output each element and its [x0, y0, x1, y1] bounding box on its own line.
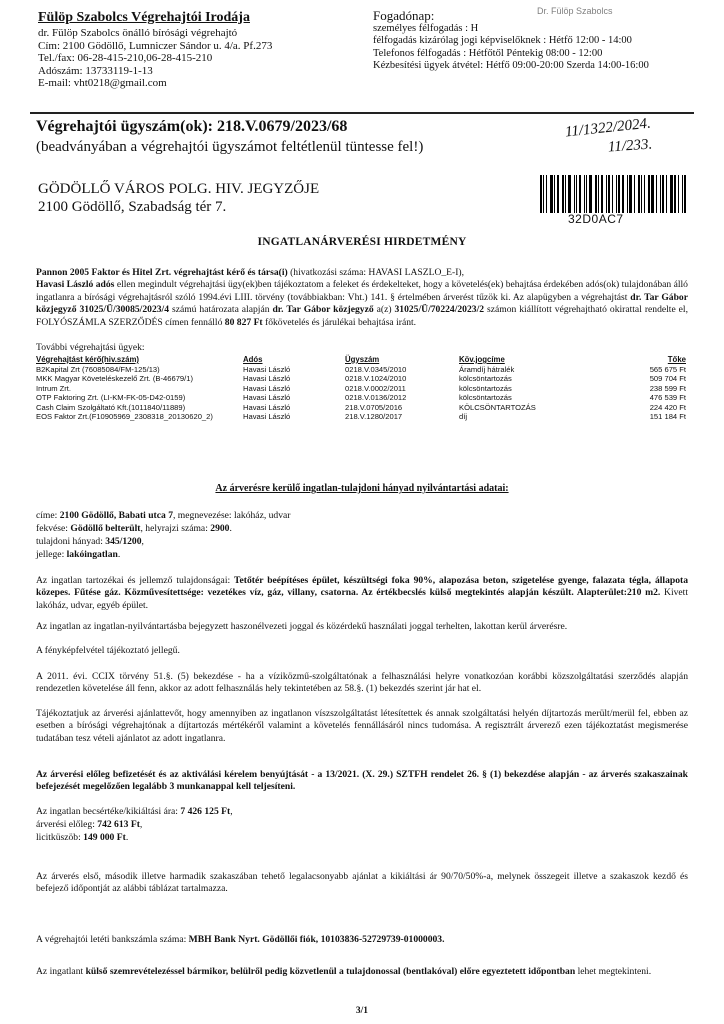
barcode-bar — [634, 175, 635, 213]
lot-number: 2900 — [210, 523, 230, 534]
property-location: Gödöllő belterült — [70, 523, 141, 534]
cell-legal-basis: kölcsöntartozás — [459, 393, 512, 403]
handwritten-registration-number: 11/1322/2024. — [564, 115, 652, 141]
barcode-bar — [598, 175, 599, 213]
reception-line: Telefonos félfogadás : Hétfőtől Péntekig 08:00 - 12:00 — [373, 47, 603, 59]
barcode-bar — [557, 175, 559, 213]
barcode-bar — [666, 175, 667, 213]
cell-debtor: Havasi László — [243, 412, 291, 422]
intro-ref: (hivatkozási száma: HAVASI LASZLO_E-I), — [287, 267, 465, 278]
property-address-line — [36, 510, 290, 523]
barcode-bar — [601, 175, 603, 213]
cell-legal-basis: kölcsöntartozás — [459, 374, 512, 384]
barcode-bar — [589, 175, 592, 213]
bid-step-line: licitküszöb: 149 000 Ft. — [36, 832, 129, 843]
features-paragraph — [36, 575, 688, 612]
cell-case-number: 218.V.0705/2016 — [345, 402, 403, 412]
barcode-text: 32D0AC7 — [568, 212, 624, 226]
header-divider — [30, 112, 694, 114]
recipient-name: GÖDÖLLŐ VÁROS POLG. HIV. JEGYZŐJE — [38, 181, 320, 197]
intro-text: ellen megindult végrehajtási ügy(ek)ben tájékoztatom a feleket és érdekelteket, hogy a követelés(ek) behajtása érdekében adós(ok) tulajdonában álló ingatlanra a bírósági végrehajtásról szóló 1994.évi LIII. törvény (továbbiakban: Vht.) 141. § értelmében árverést tűzök ki. Az alapügyben a végrehajtást — [36, 279, 688, 303]
intro-text: a(z) — [373, 304, 395, 316]
column-header: Adós — [243, 355, 263, 364]
barcode-bar — [574, 175, 575, 213]
cell-principal: 238 599 Ft — [649, 383, 686, 393]
barcode-bar — [644, 175, 645, 213]
barcode-bar — [616, 175, 617, 213]
label: Az ingatlan becsértéke/kikiáltási ára: — [36, 806, 181, 817]
case-number: Végrehajtói ügyszám(ok): 218.V.0679/2023/68 — [36, 118, 348, 135]
barcode-bar — [579, 175, 581, 213]
office-title: Fülöp Szabolcs Végrehajtói Irodája — [38, 10, 250, 25]
label: A végrehajtói letéti bankszámla száma: — [36, 934, 189, 945]
cell-case-number: 218.V.1280/2017 — [345, 412, 403, 422]
notary-name: dr. Tar Gábor közjegyző — [272, 304, 374, 316]
creditor-name: Pannon 2005 Faktor és Hitel Zrt. végrehajtást kérő és társa(i) — [36, 267, 288, 278]
barcode-bar — [678, 175, 679, 213]
property-share-line: tulajdoni hányad: 345/1200, — [36, 536, 144, 547]
intro-text: főkövetelés és járulékai behajtása iránt. — [262, 316, 417, 328]
valuation-amount: 7 426 125 Ft — [180, 806, 231, 817]
other-cases-heading: További végrehajtási ügyek: — [36, 342, 145, 353]
cell-principal: 509 704 Ft — [649, 374, 686, 384]
cell-creditor: Cash Claim Szolgáltató Kft.(1011840/11889) — [36, 402, 186, 412]
handwritten-registration-sub: 11/233. — [607, 136, 653, 156]
cell-creditor: B2Kapital Zrt (76085084/FM-125/13) — [36, 365, 160, 374]
reception-title: Fogadónap: — [373, 8, 435, 23]
table-row — [36, 403, 688, 412]
viewing-paragraph — [36, 966, 688, 978]
bank-account-line — [36, 934, 445, 947]
received-stamp: Dr. Fülöp Szabolcs — [537, 6, 613, 16]
cell-creditor: MKK Magyar Követeléskezelő Zrt. (B-46679/1) — [36, 374, 194, 384]
barcode-bar — [641, 175, 642, 213]
barcode-bar — [656, 175, 657, 213]
debtor-name: Havasi László adós — [36, 279, 115, 291]
label: Az ingatlant — [36, 966, 86, 977]
office-line: Adószám: 13733119-1-13 — [38, 64, 153, 77]
barcode-bar — [554, 175, 555, 213]
barcode-bar — [584, 175, 585, 213]
viewing-conditions: külső szemrevételezéssel bármikor, belülről pedig közvetlenül a tulajdonossal (bentlakóval) előre egyeztetett időpontban — [85, 966, 576, 977]
document-title: INGATLANÁRVERÉSI HIRDETMÉNY — [257, 236, 467, 248]
office-contact-block — [38, 27, 272, 90]
cell-debtor: Havasi László — [243, 374, 291, 384]
label: Az ingatlan tartozékai és jellemző tulajdonságai: — [36, 575, 235, 586]
bank-account: MBH Bank Nyrt. Gödöllői fiók, 10103836-52729739-01000003. — [188, 934, 445, 945]
table-row — [36, 365, 688, 374]
property-designation: , megnevezése: lakóház, udvar — [173, 510, 291, 521]
property-nature-line: jellege: lakóingatlan. — [36, 549, 121, 560]
cell-creditor: Intrum Zrt. — [36, 383, 72, 393]
label: címe: — [36, 510, 60, 521]
barcode-bar — [550, 175, 553, 213]
property-location-line: fekvése: Gödöllő belterült, helyrajzi száma: 2900. — [36, 523, 232, 534]
encumbrance-paragraph: Az ingatlan az ingatlan-nyilvántartásba bejegyzett haszonélvezeti joggal és közérdekű használati joggal terhelten, lakottan kerül árverésre. — [36, 621, 568, 632]
cell-case-number: 0218.V.1024/2010 — [345, 374, 407, 384]
barcode-bar — [622, 175, 624, 213]
notary-document-number: 31025/Ü/70224/2023/2 — [394, 304, 485, 316]
cell-debtor: Havasi László — [243, 393, 291, 403]
barcode-bar — [546, 175, 547, 213]
column-header: Tőke — [667, 355, 686, 364]
label: fekvése: — [36, 523, 71, 534]
cell-creditor: EOS Faktor Zrt.(F10905969_2308318_20130620_2) — [36, 412, 213, 422]
table-row — [36, 374, 688, 383]
barcode-bar — [627, 175, 628, 213]
barcode-bar — [684, 175, 686, 213]
office-line: Cím: 2100 Gödöllő, Lumniczer Sándor u. 4/a. Pf.273 — [38, 39, 273, 52]
bid-step-amount: 149 000 Ft — [83, 832, 126, 843]
other-cases-table — [36, 355, 688, 421]
barcode-bar — [565, 175, 566, 213]
barcode-bar — [612, 175, 613, 213]
office-line: dr. Fülöp Szabolcs önálló bírósági végrehajtó — [38, 27, 238, 39]
property-address: 2100 Gödöllő, Babati utca 7 — [59, 510, 173, 521]
info-paragraph: Tájékoztatjuk az árverési ajánlattevőt, hogy amennyiben az ingatlanon víszszolgáltatást létesítettek és annak szolgáltatási helyén díjtartozás merült/merül fel, ebben az esetben a bírósági végrehajtónak a díjtartozás mértékéről valamint a követelés fennállásáról nincs tudomása. A regisztrált árverező ezen tájékoztatást megismerése tudatában tesz vételi ajánlatot az adott ingatlanra. — [36, 708, 688, 744]
cell-principal: 565 675 Ft — [649, 365, 686, 374]
page-number: 3/1 — [355, 1006, 369, 1016]
barcode-bar — [540, 175, 542, 213]
intro-paragraph — [36, 267, 688, 329]
deposit-line: árverési előleg: 742 613 Ft, — [36, 819, 143, 830]
cell-case-number: 0218.V.0002/2011 — [345, 383, 406, 393]
reception-line: személyes félfogadás : H — [373, 22, 479, 34]
intro-text: számon kiállított végrehajtható okirattal rendelte el, FOLYÓSZÁMLA SZERZŐDÉS címen fennálló — [36, 304, 688, 328]
column-header: Végrehajtást kérő(hiv.szám) — [36, 355, 139, 364]
property-section-heading: Az árverésre kerülő ingatlan-tulajdoni hányad nyilvántartási adatai: — [215, 483, 509, 494]
features-description: Tetőtér beépítéses épület, készültségi foka 90%, alapozása beton, szigetelése gyenge, falazata tégla, állapota közepes. Fűtése gáz. Közművesítettsége: vezetékes víz, gáz, villany, csatorna. Az értékbecslés külső megtekintés alapján készült. Alapterület:210 m2. — [36, 575, 688, 599]
utility-paragraph: A 2011. évi. CCIX törvény 51.§. (5) bekezdése - ha a víziközmű-szolgáltatónak a felhasználási helyre vonatkozóan korábbi közszolgáltatási szerződés alapján rendezetlen követelése áll fenn, akkor az adott felhasználás hely tekintetében az 58.§. (1) bekezdés szerint jár hat el. — [36, 671, 688, 695]
barcode-bar — [618, 175, 620, 213]
barcode-bar — [660, 175, 661, 213]
cell-case-number: 0218.V.0136/2012 — [345, 393, 407, 403]
barcode-bar — [608, 175, 611, 213]
label: jellege: — [36, 549, 67, 560]
cell-principal: 476 539 Ft — [649, 393, 686, 403]
cell-principal: 151 184 Ft — [649, 412, 686, 422]
label: lehet megtekinteni. — [575, 966, 652, 977]
reception-hours-block — [373, 10, 649, 73]
table-header-row — [36, 355, 688, 365]
barcode-bar — [543, 175, 544, 213]
column-header: Ügyszám — [345, 355, 380, 364]
ownership-share: 345/1200 — [105, 536, 142, 547]
label: árverési előleg: — [36, 819, 98, 830]
barcode-bar — [682, 175, 683, 213]
features-extra: Kivett lakóház, udvar, egyéb épület. — [36, 587, 688, 611]
deposit-amount: 742 613 Ft — [97, 819, 140, 830]
label: tulajdoni hányad: — [36, 536, 106, 547]
deposit-deadline-paragraph: Az árverési előleg befizetését és az aktiválási kérelem benyújtását - a 13/2021. (X. 29.) SZTFH rendelet 26. § (1) bekezdése alapján - az árverés szakaszainak befejezését megelőzően legalább 3 munkanappal kell teljesíteni. — [36, 769, 688, 793]
notary-decision: dr. Tar Gábor közjegyző 31025/Ü/30085/2023/4 — [36, 291, 688, 316]
column-header: Köv.jogcíme — [459, 355, 505, 364]
office-line: E-mail: vht0218@gmail.com — [38, 77, 167, 89]
barcode-bar — [562, 175, 564, 213]
cell-legal-basis: kölcsöntartozás — [459, 383, 512, 393]
barcode-bar — [651, 175, 654, 213]
barcode-bar — [586, 175, 587, 213]
auction-stages-paragraph: Az árverés első, második illetve harmadik szakaszában tehető legalacsonyabb ajánlat a kikiáltási ár 90/70/50%-a, melynek összegeit illetve a szakaszok kezdő és befejező időpontját az alábbi táblázat tartalmazza. — [36, 871, 688, 895]
photo-note: A fényképfelvétel tájékoztató jellegű. — [36, 645, 180, 656]
cell-debtor: Havasi László — [243, 402, 291, 412]
barcode-bar — [606, 175, 607, 213]
table-row — [36, 384, 688, 393]
cell-debtor: Havasi László — [243, 383, 291, 393]
cell-debtor: Havasi László — [243, 365, 291, 374]
label: , helyrajzi száma: — [140, 523, 211, 534]
barcode-bar — [670, 175, 673, 213]
valuation-line: Az ingatlan becsértéke/kikiáltási ára: 7 426 125 Ft, — [36, 806, 233, 817]
barcode-bar — [595, 175, 597, 213]
barcode-bar — [629, 175, 632, 213]
reception-line: félfogadás kizárólag jogi képviselőknek : Hétfő 12:00 - 14:00 — [373, 35, 632, 46]
table-row — [36, 393, 688, 402]
recipient-address: 2100 Gödöllő, Szabadság tér 7. — [38, 199, 227, 215]
intro-text: számú határozata alapján — [169, 304, 273, 316]
case-number-note: (beadványában a végrehajtói ügyszámot feltétlenül tüntesse fel!) — [36, 139, 424, 155]
reception-line: Kézbesítési ügyek átvétel: Hétfő 09:00-20:00 Szerda 14:00-16:00 — [373, 60, 649, 71]
barcode-bar — [568, 175, 571, 213]
office-line: Tel./fax: 06-28-415-210,06-28-415-210 — [38, 52, 213, 64]
cell-legal-basis: díj — [459, 412, 468, 422]
cell-legal-basis: Áramdíj hátralék — [459, 365, 515, 374]
cell-legal-basis: KÖLCSÖNTARTOZÁS — [459, 402, 536, 412]
cell-case-number: 0218.V.0345/2010 — [345, 365, 407, 374]
barcode-bar — [638, 175, 640, 213]
barcode-bar — [648, 175, 650, 213]
table-row — [36, 412, 688, 421]
cell-creditor: OTP Faktoring Zrt. (LI-KM-FK-05-D42-0159) — [36, 393, 186, 403]
property-nature: lakóingatlan — [66, 549, 118, 560]
barcode — [540, 175, 688, 213]
barcode-bar — [576, 175, 577, 213]
principal-amount: 80 827 Ft — [224, 316, 263, 328]
cell-principal: 224 420 Ft — [649, 402, 686, 412]
barcode-bar — [662, 175, 664, 213]
barcode-bar — [674, 175, 676, 213]
label: licitküszöb: — [36, 832, 84, 843]
